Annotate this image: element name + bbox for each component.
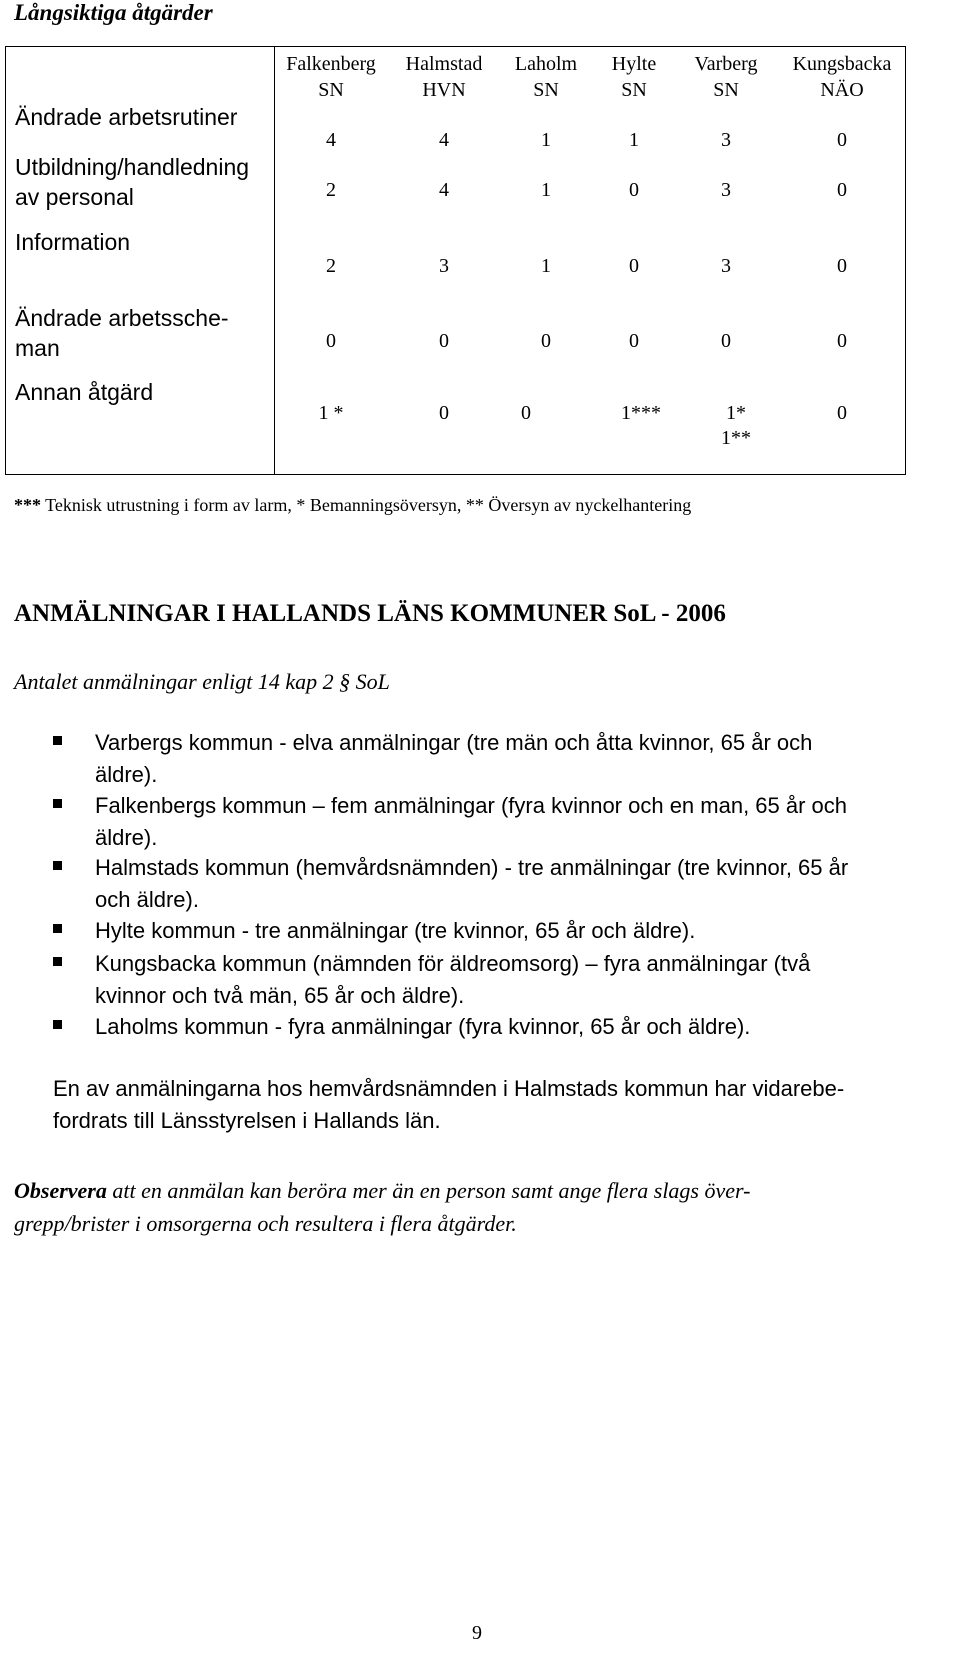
table-cell: 0 xyxy=(837,129,847,151)
list-item-line: äldre). xyxy=(95,762,158,787)
list-item xyxy=(95,727,915,791)
row-label: Utbildning/handledning xyxy=(15,154,250,180)
observe-text: att en anmälan kan beröra mer än en person samt ange flera slags över- xyxy=(106,1178,751,1203)
table-cell: 0 xyxy=(439,330,449,352)
list-item-line: Halmstads kommun (hemvårdsnämnden) - tre anmälningar (tre kvinnor, 65 år xyxy=(95,855,849,880)
list-item-line: Kungsbacka kommun (nämnden för äldreomsorg) – fyra anmälningar (två xyxy=(95,951,811,976)
table-cell: 1 xyxy=(541,129,551,151)
list-item xyxy=(95,790,915,854)
table-cell: 0 xyxy=(541,330,551,352)
footnote-stars: *** xyxy=(14,495,41,515)
column-header: Falkenberg xyxy=(286,53,376,75)
column-body: SN xyxy=(621,79,647,101)
table-cell: 3 xyxy=(721,255,731,277)
table-cell: 0 xyxy=(326,330,336,352)
table-cell: 4 xyxy=(326,129,336,151)
row-label: man xyxy=(15,335,60,361)
row-label: Annan åtgärd xyxy=(15,379,154,405)
row-label: Ändrade arbetsrutiner xyxy=(15,104,238,130)
table-cell: 1 * xyxy=(318,402,344,424)
row-label: Ändrade arbetssche- xyxy=(15,305,229,331)
column-body: SN xyxy=(533,79,559,101)
table-cell: 1* xyxy=(726,402,746,424)
bullet-square xyxy=(53,799,62,808)
column-header: Laholm xyxy=(514,53,578,75)
list-item xyxy=(95,948,915,1012)
bullet-square xyxy=(53,736,62,745)
table-divider xyxy=(274,47,275,474)
table-cell: 0 xyxy=(629,255,639,277)
table-cell-extra: 1** xyxy=(721,427,751,449)
table-cell: 3 xyxy=(721,129,731,151)
table-cell: 2 xyxy=(326,179,336,201)
table-cell: 0 xyxy=(837,330,847,352)
list-item-line: Laholms kommun - fyra anmälningar (fyra kvinnor, 65 år och äldre). xyxy=(95,1014,751,1039)
bullet-square xyxy=(53,861,62,870)
measures-table xyxy=(5,46,906,475)
table-cell: 1*** xyxy=(621,402,661,424)
table-cell: 0 xyxy=(629,330,639,352)
table-cell: 3 xyxy=(439,255,449,277)
table-cell: 0 xyxy=(837,255,847,277)
table-cell: 3 xyxy=(721,179,731,201)
list-item-line: kvinnor och två män, 65 år och äldre). xyxy=(95,983,465,1008)
column-header: Halmstad xyxy=(405,53,483,75)
column-body: HVN xyxy=(422,79,466,101)
table-footnote xyxy=(14,495,691,516)
row-label: Information xyxy=(15,229,131,255)
column-header: Kungsbacka xyxy=(792,53,892,75)
observe-note xyxy=(14,1174,934,1240)
observe-text: grepp/brister i omsorgerna och resultera i flera åtgärder. xyxy=(14,1211,517,1236)
section-heading: Långsiktiga åtgärder xyxy=(14,0,213,25)
list-item xyxy=(95,1011,915,1043)
list-item-line: Falkenbergs kommun – fem anmälningar (fyra kvinnor och en man, 65 år och xyxy=(95,793,848,818)
row-label: av personal xyxy=(15,184,134,210)
table-cell: 2 xyxy=(326,255,336,277)
table-cell: 1 xyxy=(541,179,551,201)
subtitle: Antalet anmälningar enligt 14 kap 2 § SoL xyxy=(14,669,390,694)
bullet-square xyxy=(53,924,62,933)
main-title: ANMÄLNINGAR I HALLANDS LÄNS KOMMUNER SoL - 2006 xyxy=(14,600,726,627)
column-body: SN xyxy=(713,79,739,101)
list-item xyxy=(95,852,915,916)
table-cell: 0 xyxy=(837,402,847,424)
bullet-square xyxy=(53,957,62,966)
column-header: Hylte xyxy=(611,53,657,75)
table-cell: 1 xyxy=(629,129,639,151)
list-item-line: och äldre). xyxy=(95,887,199,912)
column-body: SN xyxy=(318,79,344,101)
observe-bold: Observera xyxy=(14,1178,107,1203)
table-cell: 0 xyxy=(439,402,449,424)
list-item-line: Hylte kommun - tre anmälningar (tre kvinnor, 65 år och äldre). xyxy=(95,918,696,943)
list-item-line: äldre). xyxy=(95,825,158,850)
bullet-square xyxy=(53,1020,62,1029)
table-cell: 0 xyxy=(721,330,731,352)
list-item xyxy=(95,915,915,947)
paragraph-line: fordrats till Länsstyrelsen i Hallands län. xyxy=(53,1108,441,1133)
table-cell: 4 xyxy=(439,179,449,201)
table-cell: 0 xyxy=(629,179,639,201)
footnote-text: Teknisk utrustning i form av larm, * Bemanningsöversyn, ** Översyn av nyckelhantering xyxy=(41,495,692,515)
table-cell: 0 xyxy=(521,402,531,424)
table-cell: 0 xyxy=(837,179,847,201)
column-body: NÄO xyxy=(820,79,864,101)
list-item-line: Varbergs kommun - elva anmälningar (tre män och åtta kvinnor, 65 år och xyxy=(95,730,813,755)
page-number: 9 xyxy=(472,1622,482,1644)
table-cell: 1 xyxy=(541,255,551,277)
column-header: Varberg xyxy=(694,53,758,75)
table-cell: 4 xyxy=(439,129,449,151)
paragraph xyxy=(53,1073,933,1137)
paragraph-line: En av anmälningarna hos hemvårdsnämnden i Halmstads kommun har vidarebe- xyxy=(53,1076,845,1101)
